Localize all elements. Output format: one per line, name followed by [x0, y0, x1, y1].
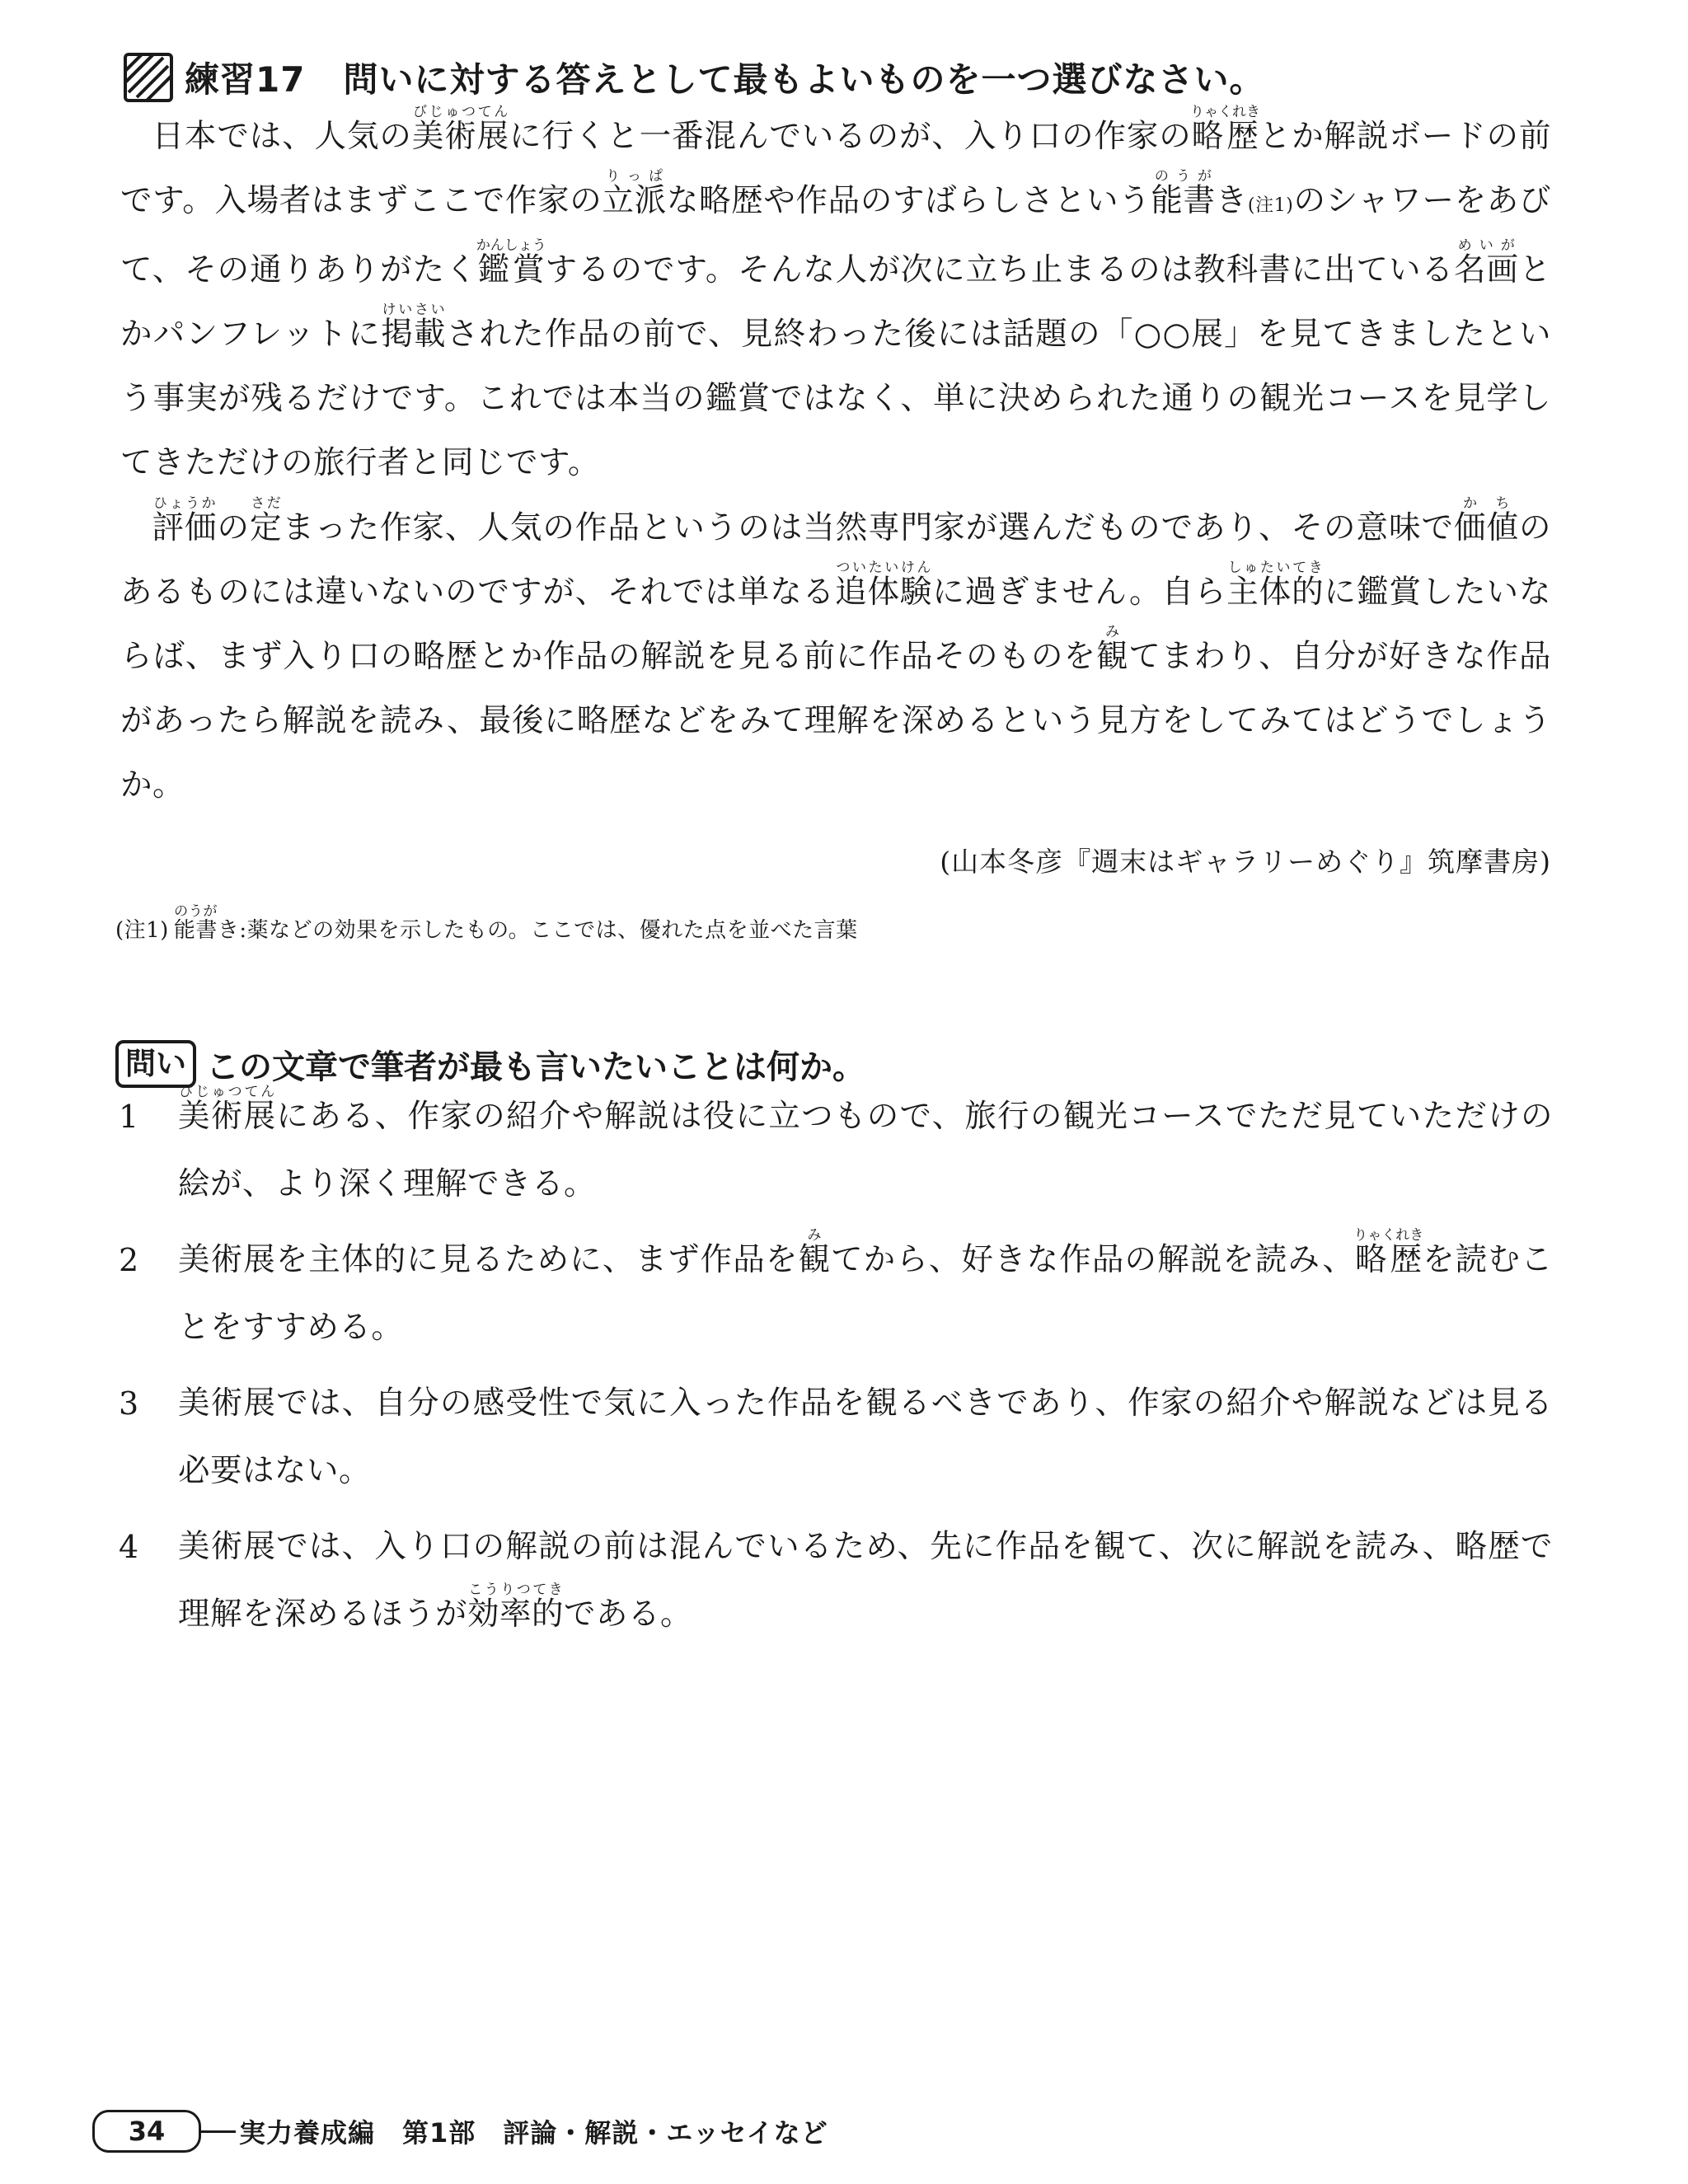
source-citation: (山本冬彦『週末はギャラリーめぐり』筑摩書房) [940, 846, 1551, 878]
exercise-header [124, 51, 1264, 104]
footnote: (注1) 能書のうがき:薬などの効果を示したもの。ここでは、優れた点を並べた言葉 [115, 903, 858, 943]
option-number: 4 [119, 1529, 139, 1565]
hatched-badge-icon [124, 53, 173, 102]
reading-passage [120, 104, 1551, 818]
exercise-instruction: 問いに対する答えとして最もよいものを一つ選びなさい。 [343, 59, 1265, 100]
option-number: 1 [119, 1099, 139, 1135]
option-text: 美術展では、入り口の解説の前は混んでいるため、先に作品を観て、次に解説を読み、略歴で理解を深めるほうが効率的こうりつてきである。 [178, 1528, 1553, 1633]
passage-paragraph-2: 評価ひょうかの定さだまった作家、人気の作品というのは当然専門家が選んだものであり、その意味で価値かちのあるものには違いないのですが、それでは単なる追体験ついたいけんに過ぎません。自ら主体的しゅたいてきに鑑賞したいならば、まず入り口の略歴とか作品の解説を見る前に作品そのものを観みてまわり、自分が好きな作品があったら解説を読み、最後に略歴などをみて理解を深めるという見方をしてみてはどうでしょうか。 [120, 495, 1551, 804]
footer-section-title: 実力養成編 第1部 評論・解説・エッセイなど [239, 2117, 828, 2149]
question-header [115, 1040, 865, 1088]
option-number: 3 [119, 1385, 139, 1422]
answer-option-3[interactable] [115, 1370, 1553, 1505]
answer-options [115, 1083, 1553, 1657]
footnote-reference: (注1) [1247, 195, 1294, 216]
question-text: この文章で筆者が最も言いたいことは何か。 [206, 1047, 865, 1086]
option-number: 2 [119, 1242, 139, 1278]
option-text: 美術展を主体的に見るために、まず作品を観みてから、好きな作品の解説を読み、略歴りゃくれきを読むことをすすめる。 [178, 1227, 1553, 1346]
page-footer [92, 2110, 828, 2153]
question-tag: 問い [115, 1040, 196, 1088]
page-number: 34 [92, 2110, 201, 2153]
exercise-title: 練習17 [185, 59, 306, 100]
answer-option-4[interactable] [115, 1513, 1553, 1648]
answer-option-1[interactable] [115, 1083, 1553, 1218]
passage-paragraph-1: 日本では、人気の美術展びじゅつてんに行くと一番混んでいるのが、入り口の作家の略歴りゃくれきとか解説ボードの前です。入場者はまずここで作家の立派りっぱな略歴や作品のすばらしさという能書のうがき(注1)のシャワーをあびて、その通りありがたく鑑賞かんしょうするのです。そんな人が次に立ち止まるのは教科書に出ている名画めいがとかパンフレットに掲載けいさいされた作品の前で、見終わった後には話題の「○○展」を見てきましたという事実が残るだけです。これでは本当の鑑賞ではなく、単に決められた通りの観光コースを見学してきただけの旅行者と同じです。 [120, 104, 1551, 481]
option-text: 美術展では、自分の感受性で気に入った作品を観るべきであり、作家の紹介や解説などは見る必要はない。 [178, 1385, 1553, 1489]
option-text: 美術展びじゅつてんにある、作家の紹介や解説は役に立つもので、旅行の観光コースでただ見ていただけの絵が、より深く理解できる。 [178, 1084, 1553, 1202]
answer-option-2[interactable] [115, 1226, 1553, 1361]
footer-divider [201, 2130, 236, 2133]
